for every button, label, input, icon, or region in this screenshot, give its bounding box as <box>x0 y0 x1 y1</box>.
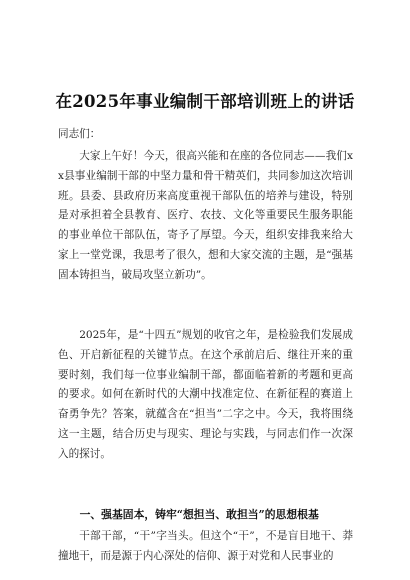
section-heading-1: 一、强基固本，铸牢“想担当、敢担当”的思想根基 <box>79 508 319 521</box>
document-title: 在2025年事业编制干部培训班上的讲话 <box>55 92 355 111</box>
salutation: 同志们： <box>58 128 101 140</box>
paragraph-context: 2025年，是“十四五”规划的收官之年，是检验我们发展成色、开启新征程的关键节点。在这个承前启后、继往开来的重要时刻，我们每一位事业编制干部，都面临着新的考题和更高的要求。如何在新时代的大潮中找准定位、在新征程的赛道上奋勇争先？答案，就蕴含在“担当”二字之中。今天，我将围绕这一主题，结合历史与现实、理论与实践，与同志们作一次深入的探讨。 <box>58 329 353 460</box>
paragraph-opening: 大家上午好！今天，很高兴能和在座的各位同志——我们xx县事业编制干部的中坚力量和骨干精英们，共同参加这次培训班。县委、县政府历来高度重视干部队伍的培养与建设，特别是对承担着全县教育、医疗、农技、文化等重要民生服务职能的事业单位干部队伍，寄予了厚望。今天，组织安排我来给大家上一堂党课，我思考了很久，想和大家交流的主题，是“强基固本铸担当，破局攻坚立新功”。 <box>58 150 353 281</box>
paragraph-section-1: 干部干部，“干”字当头。但这个“干”，不是盲目地干、莽撞地干，而是源于内心深处的信仰、源于对党和人民事业的 <box>58 530 353 562</box>
